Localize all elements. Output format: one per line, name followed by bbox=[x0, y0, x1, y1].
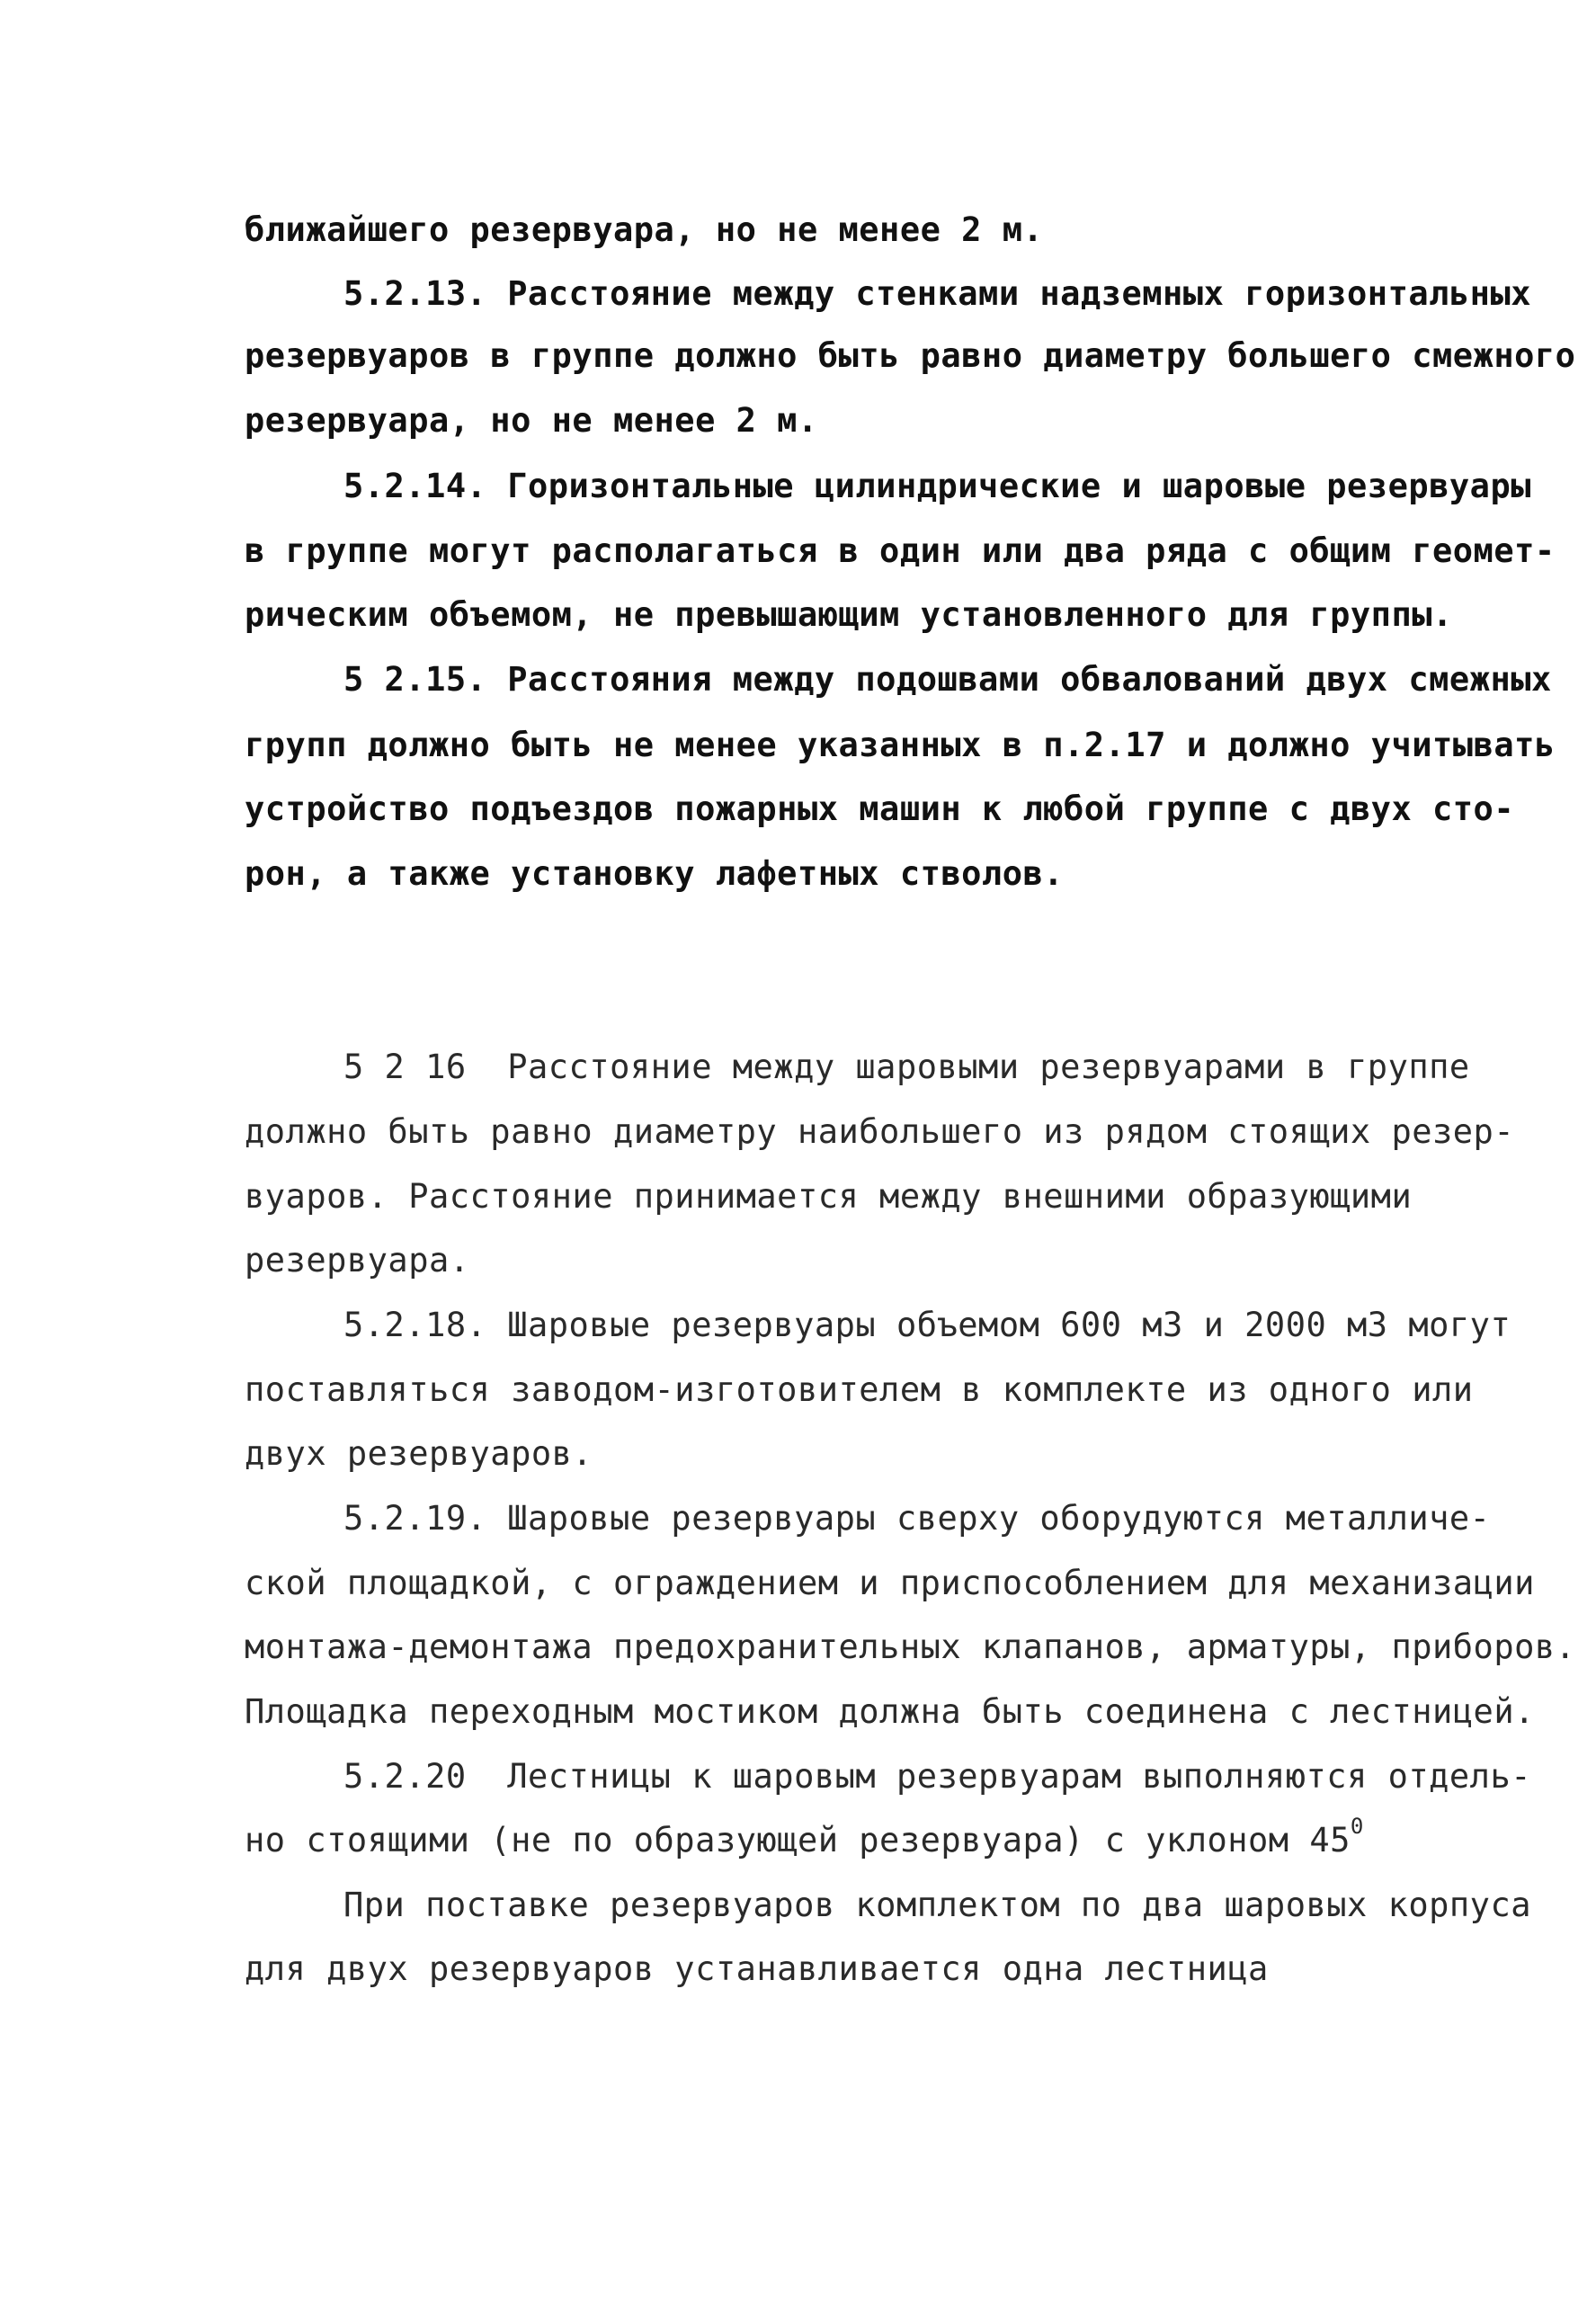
text-line: рон, а также установку лафетных стволов. bbox=[245, 854, 1065, 893]
paragraph-5-2-19-first-line: 5.2.19. Шаровые резервуары сверху оборудуются металличе- bbox=[343, 1499, 1491, 1538]
text-line: в группе могут располагаться в один или два ряда с общим геомет- bbox=[245, 531, 1556, 570]
paragraph-5-2-16-first-line: 5 2 16 Расстояние между шаровыми резервуарами в группе bbox=[343, 1048, 1470, 1086]
text-line: монтажа-демонтажа предохранительных клапанов, арматуры, приборов. bbox=[245, 1628, 1576, 1666]
text-line: резервуаров в группе должно быть равно диаметру большего смежного bbox=[245, 336, 1576, 375]
paragraph-5-2-20-first-line: 5.2.20 Лестницы к шаровым резервуарам выполняются отдель- bbox=[343, 1757, 1532, 1796]
text-line: должно быть равно диаметру наибольшего из рядом стоящих резер- bbox=[245, 1112, 1515, 1151]
paragraph-5-2-14-first-line: 5.2.14. Горизонтальные цилиндрические и шаровые резервуары bbox=[343, 467, 1532, 505]
text-line: резервуара. bbox=[245, 1241, 470, 1280]
text-line: резервуара, но не менее 2 м. bbox=[245, 401, 818, 440]
text-line: ской площадкой, с ограждением и приспособлением для механизации bbox=[245, 1564, 1535, 1602]
degree-superscript: 0 bbox=[1350, 1814, 1364, 1839]
text-line: вуаров. Расстояние принимается между внешними образующими bbox=[245, 1177, 1413, 1216]
text-line-content: но стоящими (не по образующей резервуара) с уклоном 45 bbox=[245, 1821, 1351, 1860]
paragraph-5-2-18-first-line: 5.2.18. Шаровые резервуары объемом 600 м3 и 2000 м3 могут bbox=[343, 1306, 1511, 1344]
paragraph-5-2-15-first-line: 5 2.15. Расстояния между подошвами обвалований двух смежных bbox=[343, 660, 1552, 699]
text-line: групп должно быть не менее указанных в п.2.17 и должно учитывать bbox=[245, 726, 1556, 764]
text-line: двух резервуаров. bbox=[245, 1434, 593, 1473]
text-line: ближайшего резервуара, но не менее 2 м. bbox=[245, 210, 1044, 249]
text-line: рическим объемом, не превышающим установленного для группы. bbox=[245, 595, 1453, 634]
paragraph-5-2-13-first-line: 5.2.13. Расстояние между стенками надземных горизонтальных bbox=[343, 274, 1532, 313]
text-line: поставляться заводом-изготовителем в комплекте из одного или bbox=[245, 1370, 1474, 1409]
text-line bbox=[245, 1814, 1364, 1860]
text-line: Площадка переходным мостиком должна быть соединена с лестницей. bbox=[245, 1692, 1535, 1731]
text-line: устройство подъездов пожарных машин к любой группе с двух сто- bbox=[245, 789, 1515, 828]
text-line: для двух резервуаров устанавливается одна лестница bbox=[245, 1949, 1269, 1988]
paragraph-extra-first-line: При поставке резервуаров комплектом по два шаровых корпуса bbox=[343, 1886, 1532, 1924]
